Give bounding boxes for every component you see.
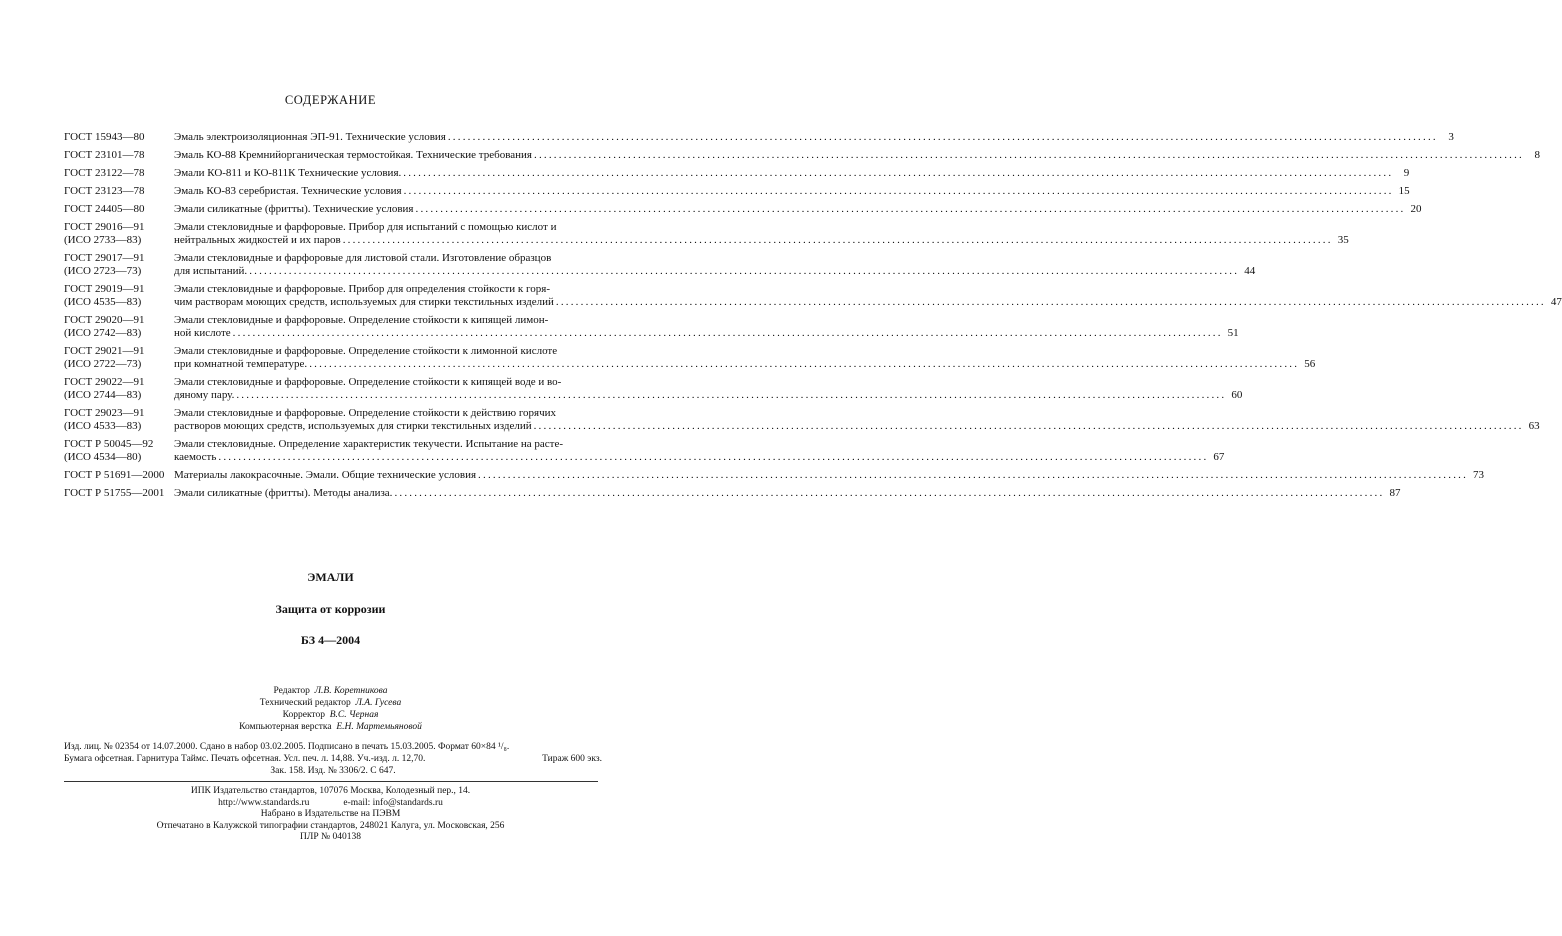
standard-code-line: ГОСТ 29016—91 — [64, 221, 145, 233]
entry-title — [174, 487, 1401, 500]
page-number: 35 — [1337, 234, 1349, 246]
imprint-line-2 — [64, 753, 602, 765]
entry-title-text: каемость — [174, 451, 217, 463]
printer-address: Отпечатано в Калужской типографии стандартов, 248021 Калуга, ул. Московская, 256 — [156, 820, 505, 831]
staff-credit — [0, 709, 661, 721]
standard-code-line: ГОСТ 23122—78 — [64, 167, 145, 179]
entry-title-text: Эмаль КО-88 Кремнийорганическая термостойкая. Технические требования — [174, 149, 532, 161]
dot-leader: ........................................................................................................................................................................................................ — [218, 451, 1209, 463]
entry-title — [174, 149, 1540, 162]
staff-credit — [0, 697, 661, 709]
staff-role: Корректор — [282, 710, 325, 720]
entry-title-line — [174, 234, 1349, 247]
publisher-website[interactable]: http://www.standards.ru — [218, 797, 310, 808]
divider — [64, 781, 598, 782]
entry-title-line — [174, 167, 1410, 180]
entry-title-text: Эмали стекловидные и фарфоровые. Определение стойкости к кипящей лимон- — [174, 314, 549, 326]
imprint-line-2a: Бумага офсетная. Гарнитура Таймс. Печать офсетная. Усл. печ. л. 14,88. Уч.-изд. л. 12,70. — [64, 754, 426, 764]
page-number: 44 — [1244, 265, 1256, 277]
imprint-line-3: Зак. 158. Изд. № 3306/2. С 647. — [270, 766, 396, 776]
toc-entry[interactable] — [64, 131, 1454, 144]
standard-code-line: ГОСТ 29023—91 — [64, 407, 145, 419]
page-number: 87 — [1389, 487, 1401, 499]
dot-leader: ........................................................................................................................................................................................................ — [478, 469, 1469, 481]
staff-credit — [0, 685, 661, 697]
standard-code — [64, 167, 174, 180]
dot-leader: ........................................................................................................................................................................................................ — [534, 149, 1524, 161]
entry-title — [174, 185, 1410, 198]
standard-code-line: (ИСО 4535—83) — [64, 296, 142, 308]
standard-code — [64, 314, 174, 340]
entry-title-text: Материалы лакокрасочные. Эмали. Общие технические условия — [174, 469, 477, 481]
toc-entry[interactable] — [64, 345, 1316, 371]
standard-code — [64, 221, 174, 247]
page-number: 60 — [1231, 389, 1243, 401]
entry-title-line — [174, 420, 1540, 433]
toc-entry[interactable] — [64, 469, 1485, 482]
staff-name: В.С. Черная — [329, 710, 379, 720]
standard-code-line: ГОСТ Р 50045—92 — [64, 438, 154, 450]
standard-code — [64, 407, 174, 433]
page-number: 20 — [1410, 203, 1422, 215]
table-of-contents — [64, 131, 1562, 505]
standard-code — [64, 203, 174, 216]
publisher-address: ИПК Издательство стандартов, 107076 Москва, Колодезный пер., 14. — [190, 786, 471, 796]
entry-title-line — [174, 389, 1243, 402]
entry-title-text: нейтральных жидкостей и их паров — [174, 234, 341, 246]
standard-code-line: (ИСО 2733—83) — [64, 234, 142, 246]
standard-code — [64, 469, 174, 482]
imprint-line-1: Изд. лиц. № 02354 от 14.07.2000. Сдано в набор 03.02.2005. Подписано в печать 15.03.2005. Формат 60×84 ¹/₈. — [64, 742, 510, 752]
entry-title — [174, 376, 1243, 402]
page-number: 73 — [1473, 469, 1485, 481]
toc-entry[interactable] — [64, 149, 1540, 162]
staff-role: Редактор — [273, 686, 310, 696]
dot-leader: ........................................................................................................................................................................................................ — [415, 203, 1406, 215]
entry-title-text: Эмали стекловидные и фарфоровые. Прибор для испытаний с помощью кислот и — [174, 221, 557, 233]
standard-code-line: ГОСТ 29021—91 — [64, 345, 145, 357]
page-number: 67 — [1213, 451, 1225, 463]
dot-leader: ........................................................................................................................................................................................................ — [403, 185, 1394, 197]
standard-code — [64, 487, 174, 500]
standard-code — [64, 252, 174, 278]
dot-leader: ........................................................................................................................................................................................................ — [394, 487, 1385, 499]
entry-title — [174, 131, 1454, 144]
publisher-contacts — [0, 798, 661, 810]
toc-entry[interactable] — [64, 283, 1562, 309]
standard-code-line: (ИСО 2744—83) — [64, 389, 142, 401]
dot-leader: ........................................................................................................................................................................................................ — [309, 358, 1300, 370]
entry-title-line — [174, 283, 598, 296]
page-title: СОДЕРЖАНИЕ — [284, 93, 377, 107]
entry-title-text: для испытаний. — [174, 265, 248, 277]
toc-entry[interactable] — [64, 314, 1239, 340]
standard-code-line: ГОСТ 23123—78 — [64, 185, 145, 197]
entry-title-line — [174, 314, 598, 327]
page-number: 51 — [1227, 327, 1239, 339]
standard-code — [64, 283, 174, 309]
toc-entry[interactable] — [64, 167, 1410, 180]
page-number: 15 — [1398, 185, 1410, 197]
dot-leader: ........................................................................................................................................................................................................ — [249, 265, 1240, 277]
entry-title-text: Эмали силикатные (фритты). Методы анализа. — [174, 487, 393, 499]
standard-code-line: ГОСТ 24405—80 — [64, 203, 145, 215]
collection-name: ЭМАЛИ — [307, 570, 354, 584]
standard-code-line: ГОСТ 29017—91 — [64, 252, 145, 264]
staff-role: Компьютерная верстка — [239, 722, 332, 732]
license-number: ПЛР № 040138 — [300, 832, 361, 842]
standard-code-line: (ИСО 4533—83) — [64, 420, 142, 432]
entry-title — [174, 221, 1349, 247]
collection-series: Защита от коррозии — [275, 602, 386, 616]
toc-entry[interactable] — [64, 407, 1540, 433]
entry-title-line — [174, 185, 1410, 198]
entry-title-line — [174, 203, 1422, 216]
entry-title-text: при комнатной температуре. — [174, 358, 308, 370]
staff-name: Л.В. Коретникова — [314, 686, 388, 696]
page-number: 3 — [1448, 131, 1454, 143]
entry-title — [174, 252, 1256, 278]
page-number: 47 — [1550, 296, 1562, 308]
entry-title — [174, 438, 1225, 464]
entry-title — [174, 345, 1316, 371]
entry-title-text: Эмали стекловидные и фарфоровые. Определение стойкости к действию горячих — [174, 407, 557, 419]
standard-code — [64, 185, 174, 198]
entry-title-line — [174, 149, 1540, 162]
editorial-staff — [0, 685, 661, 733]
standard-code-line: (ИСО 2742—83) — [64, 327, 142, 339]
dot-leader: ........................................................................................................................................................................................................ — [447, 131, 1438, 143]
standard-code — [64, 345, 174, 371]
standard-code-line: (ИСО 2722—73) — [64, 358, 142, 370]
entry-title-text: дяному пару. — [174, 389, 235, 401]
entry-title-line — [174, 469, 1485, 482]
imprint-line-2b: Тираж 600 экз. — [542, 754, 602, 764]
toc-entry[interactable] — [64, 376, 1243, 402]
entry-title — [174, 283, 1562, 309]
entry-title-line — [174, 345, 598, 358]
entry-title-text: чим растворам моющих средств, используемых для стирки текстильных изделий — [174, 296, 554, 308]
standard-code — [64, 376, 174, 402]
dot-leader: ........................................................................................................................................................................................................ — [533, 420, 1524, 432]
entry-title-text: Эмаль КО-83 серебристая. Технические условия — [174, 185, 402, 197]
dot-leader: ........................................................................................................................................................................................................ — [403, 167, 1394, 179]
entry-title-line — [174, 296, 1562, 309]
toc-entry[interactable] — [64, 185, 1410, 198]
entry-title-line — [174, 221, 598, 234]
toc-entry[interactable] — [64, 203, 1422, 216]
entry-title-text: Эмали КО-811 и КО-811К Технические условия. — [174, 167, 402, 179]
standard-code-line: ГОСТ 23101—78 — [64, 149, 145, 161]
entry-title-line — [174, 438, 598, 451]
entry-title-text: Эмаль электроизоляционная ЭП-91. Технические условия — [174, 131, 446, 143]
staff-name: Л.А. Гусева — [355, 698, 402, 708]
toc-entry[interactable] — [64, 487, 1401, 500]
entry-title-text: Эмали стекловидные. Определение характеристик текучести. Испытание на расте- — [174, 438, 563, 450]
entry-title-text: Эмали силикатные (фритты). Технические условия — [174, 203, 414, 215]
entry-title-line — [174, 252, 598, 265]
staff-name: Е.Н. Мартемьяновой — [336, 722, 422, 732]
toc-entry[interactable] — [64, 221, 1349, 247]
page-number: 9 — [1403, 167, 1410, 179]
entry-title-text: Эмали стекловидные и фарфоровые. Определение стойкости к лимонной кислоте — [174, 345, 558, 357]
collection-number: БЗ 4—2004 — [300, 633, 361, 647]
entry-title-line — [174, 376, 598, 389]
entry-title-line — [174, 487, 1401, 500]
dot-leader: ........................................................................................................................................................................................................ — [342, 234, 1333, 246]
standard-code-line: (ИСО 2723—73) — [64, 265, 142, 277]
imprint — [64, 741, 602, 777]
entry-title-line — [174, 131, 1454, 144]
staff-credit — [0, 721, 661, 733]
entry-title-text: Эмали стекловидные и фарфоровые. Определение стойкости к кипящей воде и во- — [174, 376, 562, 388]
entry-title — [174, 167, 1410, 180]
entry-title — [174, 203, 1422, 216]
page-number: 63 — [1528, 420, 1540, 432]
standard-code-line: ГОСТ Р 51691—2000 — [64, 469, 165, 481]
entry-title — [174, 314, 1239, 340]
standard-code-line: ГОСТ 29020—91 — [64, 314, 145, 326]
standard-code — [64, 438, 174, 464]
standard-code-line: ГОСТ Р 51755—2001 — [64, 487, 165, 499]
standard-code-line: ГОСТ 29022—91 — [64, 376, 145, 388]
standard-code — [64, 131, 174, 144]
page-number: 8 — [1534, 149, 1540, 161]
entry-title-line — [174, 327, 1239, 340]
entry-title — [174, 407, 1540, 433]
page-number: 56 — [1304, 358, 1316, 370]
toc-entry[interactable] — [64, 252, 1256, 278]
standard-code-line: ГОСТ 29019—91 — [64, 283, 145, 295]
standard-code-line: (ИСО 4534—80) — [64, 451, 142, 463]
entry-title-text: растворов моющих средств, используемых для стирки текстильных изделий — [174, 420, 532, 432]
dot-leader: ........................................................................................................................................................................................................ — [555, 296, 1546, 308]
entry-title-line — [174, 407, 598, 420]
publisher-typeset: Набрано в Издательстве на ПЭВМ — [260, 809, 401, 819]
entry-title — [174, 469, 1485, 482]
entry-title-line — [174, 451, 1225, 464]
entry-title-text: Эмали стекловидные и фарфоровые для листовой стали. Изготовление образцов — [174, 252, 552, 264]
entry-title-line — [174, 265, 1256, 278]
toc-entry[interactable] — [64, 438, 1225, 464]
standard-code-line: ГОСТ 15943—80 — [64, 131, 145, 143]
standard-code — [64, 149, 174, 162]
publisher-info — [0, 786, 661, 844]
entry-title-text: ной кислоте — [174, 327, 231, 339]
entry-title-text: Эмали стекловидные и фарфоровые. Прибор для определения стойкости к горя- — [174, 283, 550, 295]
entry-title-line — [174, 358, 1316, 371]
publisher-email[interactable]: e-mail: info@standards.ru — [343, 797, 443, 808]
dot-leader: ........................................................................................................................................................................................................ — [232, 327, 1223, 339]
staff-role: Технический редактор — [259, 698, 351, 708]
dot-leader: ........................................................................................................................................................................................................ — [236, 389, 1227, 401]
